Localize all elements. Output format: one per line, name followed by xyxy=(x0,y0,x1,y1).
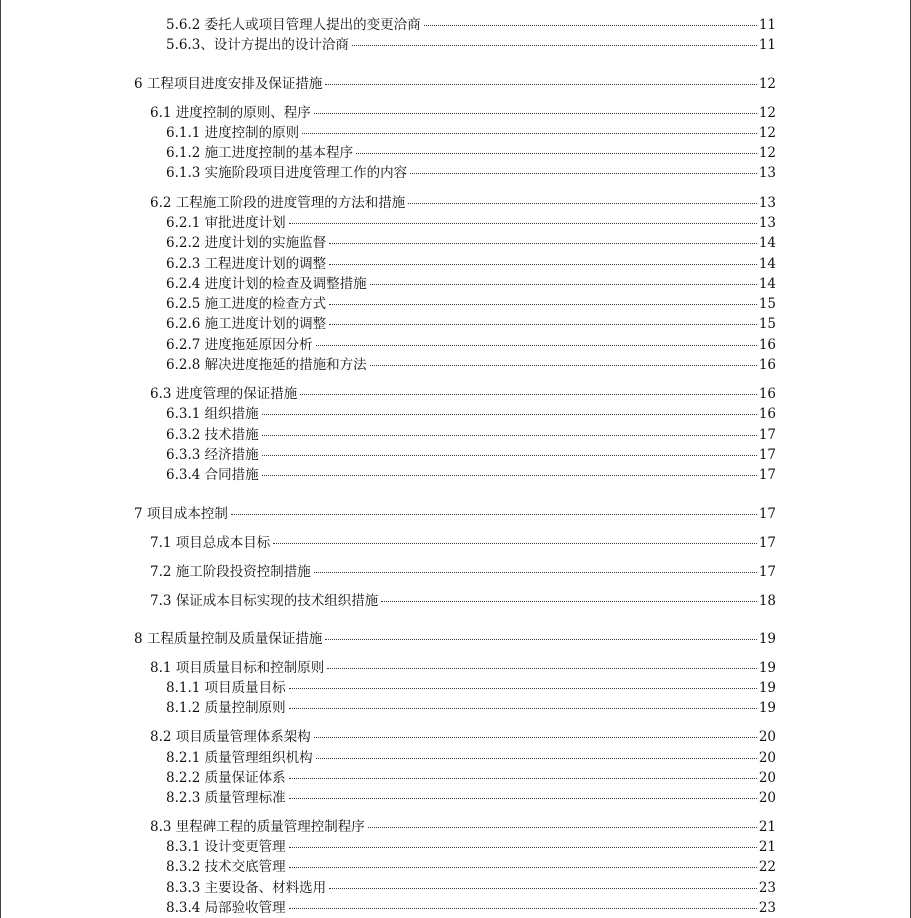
toc-dot-leader xyxy=(262,414,757,415)
toc-page-number: 11 xyxy=(758,37,776,53)
toc-dot-leader xyxy=(356,153,757,154)
toc-page-number: 14 xyxy=(758,235,776,251)
toc-dot-leader xyxy=(352,45,757,46)
toc-dot-leader xyxy=(231,514,757,515)
toc-dot-leader xyxy=(314,113,757,114)
toc-entry[interactable] xyxy=(166,426,776,444)
toc-entry[interactable] xyxy=(166,315,776,333)
toc-page-number: 17 xyxy=(758,535,776,551)
toc-entry-title: 6.1 进度控制的原则、程序 xyxy=(150,105,311,121)
toc-entry[interactable] xyxy=(150,194,776,212)
toc-entry[interactable] xyxy=(166,255,776,273)
toc-entry[interactable] xyxy=(166,769,776,787)
toc-entry[interactable] xyxy=(166,838,776,856)
toc-entry-title: 8.1.1 项目质量目标 xyxy=(166,680,286,696)
toc-page-number: 23 xyxy=(758,900,776,916)
toc-entry[interactable] xyxy=(166,36,776,54)
toc-page-number: 19 xyxy=(758,660,776,676)
toc-page-number: 18 xyxy=(758,593,776,609)
toc-entry-title: 6.2.4 进度计划的检查及调整措施 xyxy=(166,276,367,292)
toc-entry[interactable] xyxy=(166,336,776,354)
toc-dot-leader xyxy=(289,847,757,848)
toc-dot-leader xyxy=(329,264,757,265)
toc-dot-leader xyxy=(370,284,757,285)
toc-page-number: 17 xyxy=(758,447,776,463)
toc-dot-leader xyxy=(329,888,757,889)
toc-entry[interactable] xyxy=(150,659,776,677)
toc-entry-title: 8.1.2 质量控制原则 xyxy=(166,700,286,716)
toc-entry[interactable] xyxy=(166,789,776,807)
toc-page-number: 16 xyxy=(758,406,776,422)
toc-entry[interactable] xyxy=(166,356,776,374)
toc-entry-title: 6.3.2 技术措施 xyxy=(166,427,259,443)
toc-page-number: 15 xyxy=(758,296,776,312)
toc-page-number: 17 xyxy=(758,564,776,580)
toc-entry[interactable] xyxy=(166,144,776,162)
toc-page-number: 12 xyxy=(758,105,776,121)
toc-entry-title: 8.3 里程碑工程的质量管理控制程序 xyxy=(150,819,365,835)
toc-page-number: 17 xyxy=(758,467,776,483)
toc-entry[interactable] xyxy=(166,214,776,232)
toc-entry-title: 6 工程项目进度安排及保证措施 xyxy=(134,76,323,92)
toc-entry-title: 8.1 项目质量目标和控制原则 xyxy=(150,660,325,676)
toc-entry-title: 8.3.2 技术交底管理 xyxy=(166,859,286,875)
toc-page-number: 12 xyxy=(758,76,776,92)
toc-page-number: 11 xyxy=(758,17,776,33)
toc-page-number: 19 xyxy=(758,700,776,716)
toc-entry-title: 6.2.1 审批进度计划 xyxy=(166,215,286,231)
toc-dot-leader xyxy=(424,25,757,26)
toc-entry[interactable] xyxy=(166,124,776,142)
toc-entry-title: 6.2.6 施工进度计划的调整 xyxy=(166,316,327,332)
toc-page-number: 22 xyxy=(758,859,776,875)
toc-entry[interactable] xyxy=(134,505,776,523)
toc-entry-title: 8.3.1 设计变更管理 xyxy=(166,839,286,855)
toc-dot-leader xyxy=(381,601,757,602)
toc-dot-leader xyxy=(325,84,756,85)
toc-entry[interactable] xyxy=(150,728,776,746)
toc-dot-leader xyxy=(314,572,757,573)
toc-entry[interactable] xyxy=(150,592,776,610)
toc-page-number: 16 xyxy=(758,386,776,402)
toc-entry-title: 6.2.5 施工进度的检查方式 xyxy=(166,296,327,312)
toc-page-number: 23 xyxy=(758,880,776,896)
toc-page-number: 14 xyxy=(758,256,776,272)
toc-entry-title: 8.2.2 质量保证体系 xyxy=(166,770,286,786)
toc-entry-title: 6.1.3 实施阶段项目进度管理工作的内容 xyxy=(166,165,408,181)
toc-entry-title: 6.1.1 进度控制的原则 xyxy=(166,125,300,141)
toc-entry[interactable] xyxy=(134,75,776,93)
toc-entry[interactable] xyxy=(166,405,776,423)
toc-entry-title: 6.3.4 合同措施 xyxy=(166,467,259,483)
toc-entry[interactable] xyxy=(134,630,776,648)
toc-dot-leader xyxy=(302,133,757,134)
toc-entry[interactable] xyxy=(166,295,776,313)
toc-page-number: 20 xyxy=(758,790,776,806)
toc-entry-title: 7.2 施工阶段投资控制措施 xyxy=(150,564,311,580)
toc-page-number: 20 xyxy=(758,770,776,786)
toc-dot-leader xyxy=(289,908,757,909)
toc-entry-title: 8.2.3 质量管理标准 xyxy=(166,790,286,806)
toc-entry[interactable] xyxy=(150,385,776,403)
toc-entry-title: 7 项目成本控制 xyxy=(134,506,228,522)
toc-entry[interactable] xyxy=(166,164,776,182)
toc-entry[interactable] xyxy=(166,749,776,767)
toc-dot-leader xyxy=(262,475,757,476)
toc-dot-leader xyxy=(273,543,757,544)
toc-entry[interactable] xyxy=(166,858,776,876)
toc-page-number: 17 xyxy=(758,506,776,522)
toc-dot-leader xyxy=(314,737,757,738)
toc-dot-leader xyxy=(329,243,757,244)
toc-dot-leader xyxy=(262,435,757,436)
toc-page-number: 12 xyxy=(758,145,776,161)
toc-entry-title: 6.2.2 进度计划的实施监督 xyxy=(166,235,327,251)
toc-page-number: 21 xyxy=(758,839,776,855)
toc-dot-leader xyxy=(289,708,757,709)
toc-entry[interactable] xyxy=(166,699,776,717)
toc-entry[interactable] xyxy=(150,534,776,552)
toc-dot-leader xyxy=(289,867,757,868)
toc-page-number: 19 xyxy=(758,680,776,696)
toc-entry-title: 6.3 进度管理的保证措施 xyxy=(150,386,298,402)
toc-entry[interactable] xyxy=(166,879,776,897)
toc-entry[interactable] xyxy=(166,679,776,697)
toc-entry-title: 6.3.3 经济措施 xyxy=(166,447,259,463)
toc-dot-leader xyxy=(410,173,757,174)
toc-entry[interactable] xyxy=(166,16,776,34)
toc-page-number: 13 xyxy=(758,165,776,181)
toc-dot-leader xyxy=(327,668,757,669)
toc-entry-title: 8.3.3 主要设备、材料选用 xyxy=(166,880,327,896)
toc-dot-leader xyxy=(316,345,757,346)
toc-page-number: 13 xyxy=(758,195,776,211)
toc-dot-leader xyxy=(408,203,757,204)
toc-entry-title: 6.2.3 工程进度计划的调整 xyxy=(166,256,327,272)
toc-dot-leader xyxy=(262,455,757,456)
toc-entry[interactable] xyxy=(166,446,776,464)
toc-page-number: 12 xyxy=(758,125,776,141)
toc-page-number: 14 xyxy=(758,276,776,292)
toc-entry-title: 6.2.8 解决进度拖延的措施和方法 xyxy=(166,357,367,373)
toc-entry[interactable] xyxy=(150,818,776,836)
toc-page-number: 19 xyxy=(758,631,776,647)
toc-page-number: 15 xyxy=(758,316,776,332)
toc-page-number: 13 xyxy=(758,215,776,231)
toc-dot-leader xyxy=(289,688,757,689)
toc-entry-title: 8.2.1 质量管理组织机构 xyxy=(166,750,313,766)
toc-entry-title: 8 工程质量控制及质量保证措施 xyxy=(134,631,323,647)
toc-entry-title: 6.2.7 进度拖延原因分析 xyxy=(166,337,313,353)
toc-dot-leader xyxy=(329,324,757,325)
toc-entry-title: 5.6.2 委托人或项目管理人提出的变更洽商 xyxy=(166,17,421,33)
toc-entry-title: 6.2 工程施工阶段的进度管理的方法和措施 xyxy=(150,195,406,211)
toc-dot-leader xyxy=(316,758,757,759)
toc-page-number: 21 xyxy=(758,819,776,835)
toc-entry-title: 5.6.3、设计方提出的设计洽商 xyxy=(166,37,349,53)
toc-dot-leader xyxy=(325,639,756,640)
toc-entry-title: 7.3 保证成本目标实现的技术组织措施 xyxy=(150,593,379,609)
toc-entry[interactable] xyxy=(166,899,776,917)
toc-page-number: 16 xyxy=(758,357,776,373)
toc-page-number: 20 xyxy=(758,750,776,766)
toc-dot-leader xyxy=(300,394,757,395)
toc-entry[interactable] xyxy=(150,104,776,122)
toc-entry-title: 8.3.4 局部验收管理 xyxy=(166,900,286,916)
toc-dot-leader xyxy=(289,778,757,779)
toc-entry[interactable] xyxy=(166,234,776,252)
toc-page-number: 17 xyxy=(758,427,776,443)
toc-entry[interactable] xyxy=(166,466,776,484)
toc-entry-title: 6.3.1 组织措施 xyxy=(166,406,259,422)
toc-dot-leader xyxy=(289,798,757,799)
toc-dot-leader xyxy=(289,223,757,224)
toc-dot-leader xyxy=(329,304,757,305)
toc-entry[interactable] xyxy=(166,275,776,293)
toc-entry-title: 6.1.2 施工进度控制的基本程序 xyxy=(166,145,354,161)
toc-dot-leader xyxy=(368,827,757,828)
toc-dot-leader xyxy=(370,365,757,366)
toc-entry-title: 8.2 项目质量管理体系架构 xyxy=(150,729,311,745)
toc-page-number: 20 xyxy=(758,729,776,745)
toc-entry-title: 7.1 项目总成本目标 xyxy=(150,535,271,551)
toc-page-number: 16 xyxy=(758,337,776,353)
toc-entry[interactable] xyxy=(150,563,776,581)
